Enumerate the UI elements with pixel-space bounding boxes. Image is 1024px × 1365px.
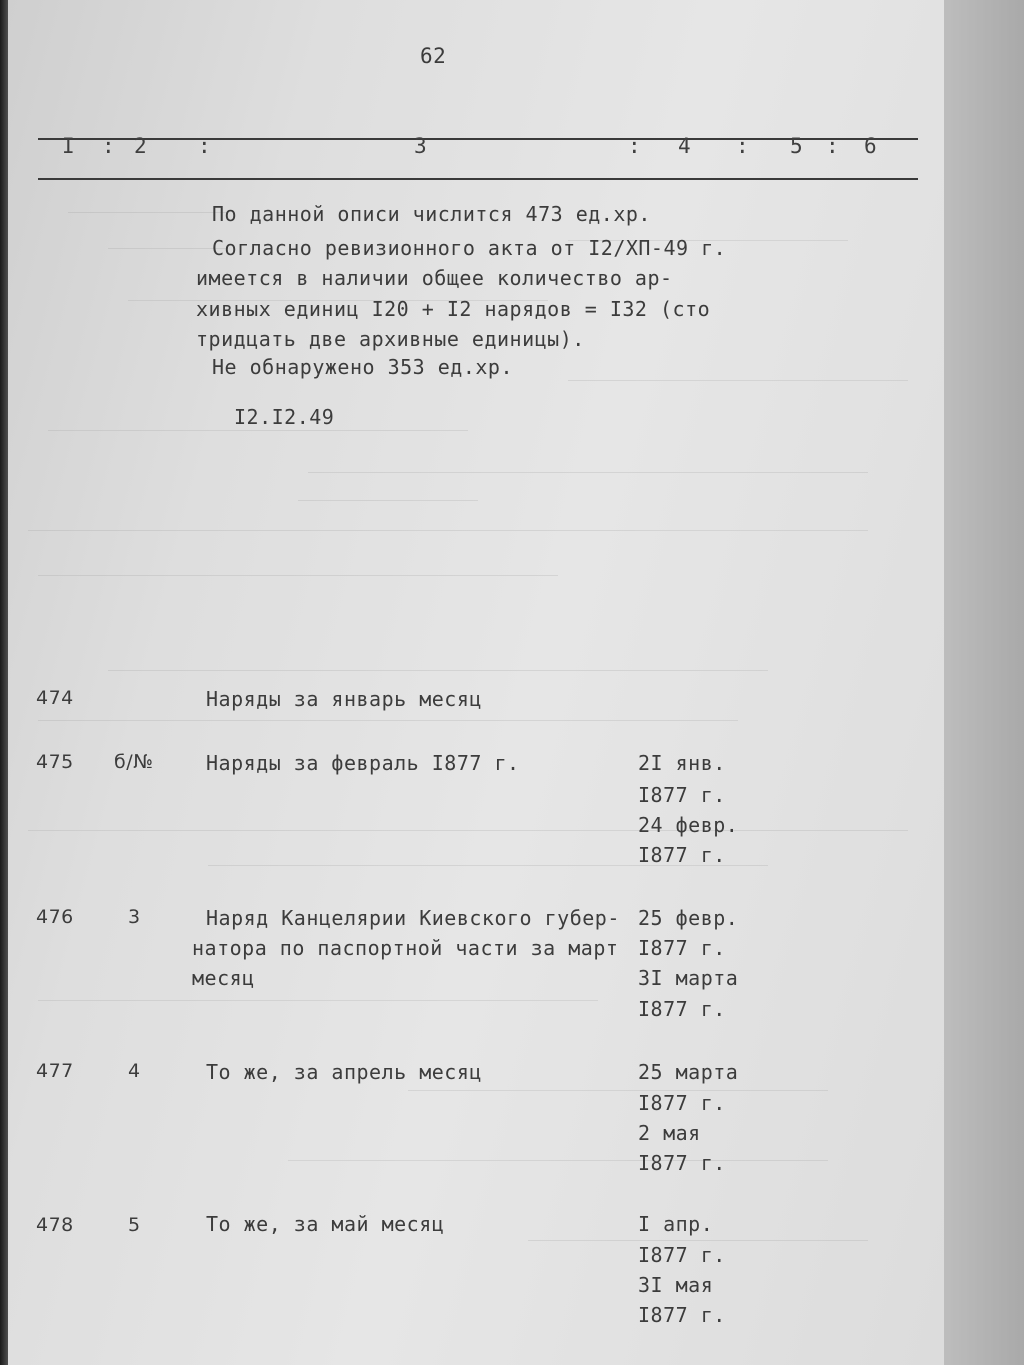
entry-old-number: 5 [128, 1214, 141, 1236]
summary-line: Не обнаружено 353 ед.хр. [212, 355, 513, 379]
adjacent-page-edge [944, 0, 1024, 1365]
entry-date-line: I877 г. [638, 783, 726, 807]
header-separator: : [736, 134, 750, 158]
entry-date-line: I877 г. [638, 936, 726, 960]
header-col-3: 3 [414, 134, 428, 158]
header-bottom-rule [38, 178, 918, 180]
entry-number: 474 [36, 687, 74, 709]
summary-line: хивных единиц I20 + I2 нарядов = I32 (сто [196, 297, 711, 321]
entry-date-line: 3I мая [638, 1273, 714, 1297]
entry-date-line: 24 февр. [638, 813, 739, 837]
header-col-1: I [62, 134, 76, 158]
header-col-4: 4 [678, 134, 692, 158]
entry-date-line: I877 г. [638, 997, 726, 1021]
page-number: 62 [420, 44, 447, 68]
summary-line: имеется в наличии общее количество ар- [196, 266, 673, 290]
entry-number: 476 [36, 906, 74, 928]
entry-date-line: 25 февр. [638, 906, 739, 930]
header-col-2: 2 [134, 134, 148, 158]
entry-date-line: I877 г. [638, 1151, 726, 1175]
entry-date-line: 2I янв. [638, 751, 726, 775]
header-separator: : [102, 134, 116, 158]
entry-date-line: 25 марта [638, 1060, 739, 1084]
entry-title-line: натора по паспортной части за март [192, 936, 619, 960]
entry-date-line: I877 г. [638, 843, 726, 867]
header-top-rule [38, 138, 918, 140]
entry-number: 477 [36, 1060, 74, 1082]
summary-line: По данной описи числится 473 ед.хр. [212, 202, 651, 226]
entry-number: 475 [36, 751, 74, 773]
entry-old-number: б/№ [114, 751, 154, 773]
entry-date-line: I877 г. [638, 1243, 726, 1267]
entry-title-line: месяц [192, 966, 255, 990]
summary-date: I2.I2.49 [234, 405, 335, 429]
entry-title-line: То же, за апрель месяц [206, 1060, 482, 1084]
entry-number: 478 [36, 1214, 74, 1236]
entry-date-line: 3I марта [638, 966, 739, 990]
entry-title-line: То же, за май месяц [206, 1212, 445, 1236]
summary-line: тридцать две архивные единицы). [196, 327, 585, 351]
entry-title-line: Наряды за февраль I877 г. [206, 751, 520, 775]
header-col-6: 6 [864, 134, 878, 158]
summary-line: Согласно ревизионного акта от I2/XП-49 г. [212, 236, 727, 260]
entry-old-number: 4 [128, 1060, 141, 1082]
entry-title-line: Наряды за январь месяц [206, 687, 482, 711]
entry-title-line: Наряд Канцелярии Киевского губер- [206, 906, 620, 930]
header-separator: : [628, 134, 642, 158]
header-separator: : [826, 134, 840, 158]
document-page [8, 0, 944, 1365]
entry-date-line: I877 г. [638, 1091, 726, 1115]
entry-old-number: 3 [128, 906, 141, 928]
entry-date-line: I877 г. [638, 1303, 726, 1327]
header-separator: : [198, 134, 212, 158]
header-col-5: 5 [790, 134, 804, 158]
entry-date-line: I апр. [638, 1212, 714, 1236]
entry-date-line: 2 мая [638, 1121, 701, 1145]
